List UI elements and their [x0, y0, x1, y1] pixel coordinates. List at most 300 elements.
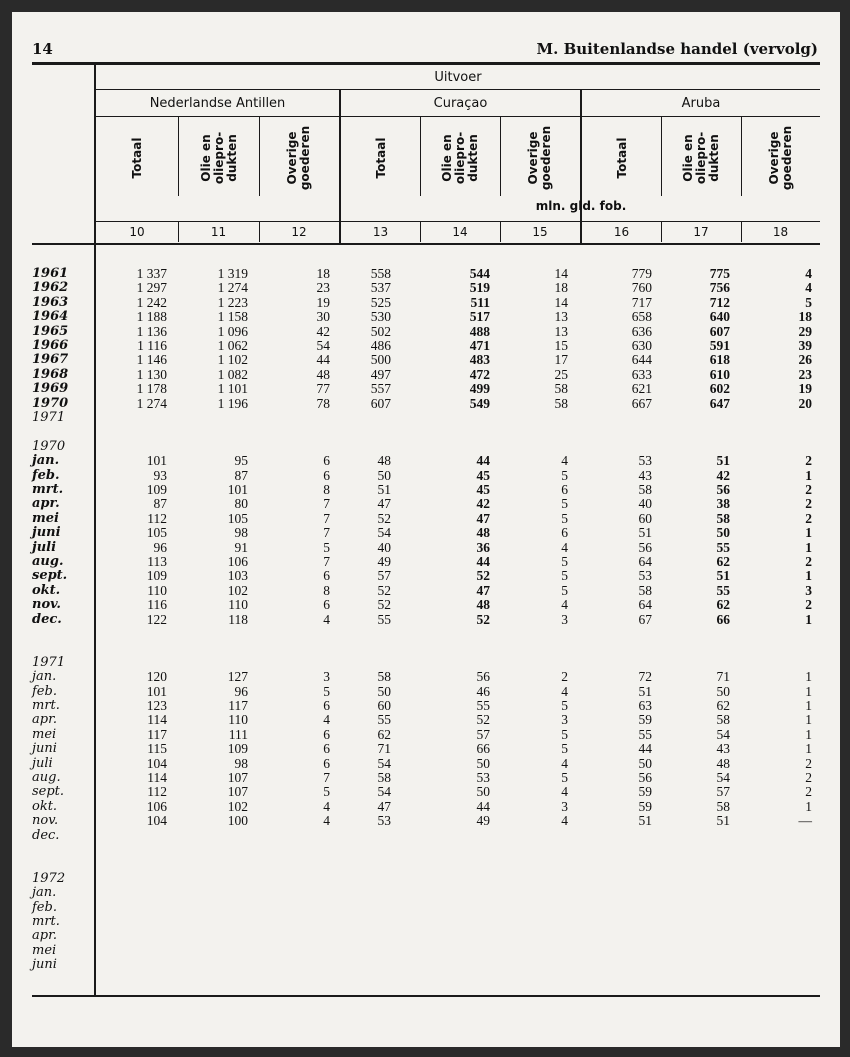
table-cell: 1 116 — [137, 338, 167, 353]
table-cell: 517 — [469, 309, 490, 325]
table-cell: 54 — [377, 784, 391, 800]
table-cell: 115 — [147, 741, 167, 757]
table-cell: 56 — [716, 482, 730, 497]
table-cell: 2 — [805, 597, 812, 613]
table-cell: 18 — [798, 309, 812, 325]
table-cell: 58 — [716, 510, 730, 526]
table-cell: 4 — [561, 539, 568, 555]
table-cell: 44 — [638, 741, 652, 757]
unit-label: mln. gld. fob. — [535, 199, 627, 213]
table-cell: 77 — [316, 381, 330, 397]
table-cell: 114 — [147, 770, 167, 785]
row-label: apr. — [32, 496, 60, 512]
col-divider — [500, 116, 501, 196]
table-cell: 756 — [709, 280, 730, 296]
row-label: juli — [32, 539, 57, 555]
top-rule — [32, 62, 820, 65]
table-cell: 36 — [476, 539, 490, 555]
table-cell: 8 — [323, 482, 330, 497]
table-cell: 4 — [561, 683, 568, 699]
table-cell: 113 — [147, 554, 167, 569]
table-cell: 6 — [323, 568, 330, 584]
table-cell: 647 — [709, 395, 730, 411]
table-cell: 47 — [377, 496, 391, 512]
table-cell: 1 146 — [136, 352, 167, 368]
table-cell: 62 — [716, 698, 730, 713]
table-cell: 1 188 — [136, 309, 167, 325]
header-bottom-rule — [32, 243, 820, 245]
table-cell: 717 — [631, 294, 652, 310]
table-cell: 7 — [323, 770, 330, 785]
table-cell: 42 — [476, 496, 490, 512]
table-cell: 43 — [716, 741, 730, 757]
table-cell: 775 — [709, 266, 730, 281]
row-label: 1964 — [32, 309, 69, 325]
table-cell: 45 — [476, 482, 490, 497]
table-cell: 64 — [638, 597, 652, 613]
table-cell: 114 — [147, 712, 167, 728]
column-number: 15 — [532, 225, 548, 239]
table-cell: 101 — [227, 482, 248, 497]
table-cell: 59 — [638, 712, 652, 728]
column-header-11: Olie en oliepro- dukten — [198, 131, 238, 185]
region-heading-nederlandse-antillen: Nederlandse Antillen — [149, 96, 286, 111]
table-cell: 112 — [147, 510, 167, 526]
table-cell: 502 — [370, 323, 391, 339]
col-divider — [420, 116, 421, 196]
table-cell: 2 — [805, 755, 812, 771]
table-cell: 66 — [476, 741, 490, 757]
table-cell: 52 — [377, 597, 391, 613]
table-cell: 6 — [323, 741, 330, 757]
table-cell: 3 — [561, 798, 568, 814]
table-cell: 472 — [469, 366, 490, 382]
uitvoer-rule — [96, 89, 820, 90]
table-cell: 488 — [469, 323, 490, 339]
row-label: nov. — [32, 813, 59, 829]
table-cell: 53 — [476, 770, 490, 785]
table-cell: 537 — [370, 280, 391, 296]
row-label: apr. — [32, 712, 57, 728]
table-cell: 110 — [228, 712, 248, 728]
table-cell: 5 — [561, 741, 568, 757]
table-cell: 19 — [316, 294, 330, 310]
table-cell: 471 — [469, 338, 490, 353]
table-cell: 40 — [638, 496, 652, 512]
table-cell: 5 — [561, 726, 568, 742]
table-cell: 51 — [716, 453, 730, 469]
table-cell: 55 — [638, 726, 652, 742]
table-cell: 63 — [638, 698, 652, 713]
table-cell: 42 — [716, 467, 730, 483]
row-label: 1970 — [32, 395, 69, 411]
column-number: 12 — [291, 225, 307, 239]
table-cell: 2 — [805, 453, 812, 469]
table-cell: 100 — [227, 813, 248, 829]
row-label: 1968 — [32, 366, 69, 382]
table-cell: 44 — [476, 554, 490, 569]
table-cell: 72 — [638, 669, 652, 685]
table-cell: 4 — [323, 712, 330, 728]
table-cell: 58 — [554, 381, 568, 397]
table-cell: 5 — [561, 582, 568, 598]
table-cell: 96 — [153, 539, 167, 555]
table-cell: 25 — [554, 366, 568, 382]
table-cell: 1 102 — [217, 352, 248, 368]
table-cell: 29 — [798, 323, 812, 339]
table-cell: 6 — [323, 453, 330, 469]
table-cell: 3 — [805, 582, 812, 598]
table-cell: 511 — [470, 294, 490, 310]
table-cell: 4 — [323, 798, 330, 814]
col-divider — [259, 116, 260, 196]
table-cell: 17 — [554, 352, 568, 368]
region-heading-aruba: Aruba — [681, 96, 721, 111]
row-label: juni — [32, 525, 61, 541]
table-cell: 52 — [377, 510, 391, 526]
table-cell: 59 — [638, 798, 652, 814]
table-cell: 602 — [709, 381, 730, 397]
table-cell: 47 — [476, 510, 490, 526]
table-cell: 109 — [146, 568, 167, 584]
table-cell: 96 — [234, 683, 248, 699]
column-header-15: Overige goederen — [526, 125, 553, 191]
table-cell: 2 — [805, 496, 812, 512]
table-cell: 62 — [377, 726, 391, 742]
table-cell: 618 — [709, 352, 730, 368]
table-cell: 50 — [716, 683, 730, 699]
table-cell: 52 — [377, 582, 391, 598]
table-cell: 62 — [716, 597, 730, 613]
table-cell: 4 — [805, 266, 812, 281]
table-cell: 7 — [323, 525, 330, 541]
table-cell: 78 — [316, 395, 330, 411]
row-label: juni — [32, 957, 57, 973]
table-cell: 51 — [638, 813, 652, 829]
row-label: mei — [32, 726, 57, 742]
table-cell: 127 — [227, 669, 248, 685]
table-cell: 47 — [476, 582, 490, 598]
table-cell: 4 — [561, 453, 568, 469]
column-header-16: Totaal — [614, 137, 628, 179]
column-number: 17 — [693, 225, 709, 239]
table-cell: 6 — [323, 698, 330, 713]
table-cell: 56 — [476, 669, 490, 685]
table-cell: 5 — [323, 539, 330, 555]
table-cell: 558 — [370, 266, 391, 281]
table-cell: 658 — [631, 309, 652, 325]
table-cell: 4 — [805, 280, 812, 296]
table-cell: 1 096 — [217, 323, 248, 339]
table-cell: 98 — [234, 755, 248, 771]
table-cell: 120 — [146, 669, 167, 685]
row-label: 1962 — [32, 280, 69, 296]
table-cell: 46 — [476, 683, 490, 699]
table-cell: 6 — [323, 755, 330, 771]
table-cell: 3 — [561, 611, 568, 627]
table-cell: 49 — [476, 813, 490, 829]
table-cell: 500 — [370, 352, 391, 368]
row-label: 1971 — [32, 654, 66, 670]
table-cell: 51 — [377, 482, 391, 497]
table-cell: 6 — [323, 597, 330, 613]
table-cell: 52 — [476, 611, 490, 627]
table-cell: 5 — [561, 770, 568, 785]
table-cell: 591 — [709, 338, 730, 353]
table-cell: 51 — [638, 525, 652, 541]
table-cell: 54 — [377, 755, 391, 771]
table-cell: 6 — [323, 467, 330, 483]
table-cell: 71 — [377, 741, 391, 757]
table-cell: 5 — [561, 510, 568, 526]
table-cell: 2 — [561, 669, 568, 685]
table-cell: 60 — [638, 510, 652, 526]
table-cell: 55 — [476, 698, 490, 713]
col-divider — [661, 116, 662, 196]
table-cell: 51 — [716, 568, 730, 584]
table-cell: 64 — [638, 554, 652, 569]
table-cell: 58 — [716, 798, 730, 814]
row-label: 1967 — [32, 352, 69, 368]
table-cell: 40 — [377, 539, 391, 555]
table-cell: 18 — [316, 266, 330, 281]
table-cell: 1 136 — [136, 323, 167, 339]
table-cell: 50 — [638, 755, 652, 771]
table-cell: 549 — [469, 395, 490, 411]
table-cell: 106 — [146, 798, 167, 814]
table-cell: 6 — [561, 525, 568, 541]
row-label: feb. — [32, 467, 60, 483]
table-cell: 118 — [228, 611, 248, 627]
table-cell: 1 242 — [136, 294, 167, 310]
table-cell: 7 — [323, 496, 330, 512]
table-cell: 636 — [631, 323, 652, 339]
table-cell: 530 — [370, 309, 391, 325]
table-cell: 66 — [716, 611, 730, 627]
table-cell: 71 — [716, 669, 730, 685]
table-cell: 1 — [805, 525, 812, 541]
table-cell: 14 — [554, 294, 568, 310]
row-label: 1966 — [32, 338, 69, 353]
row-label: mei — [32, 510, 59, 526]
table-cell: 1 178 — [136, 381, 167, 397]
table-cell: 640 — [709, 309, 730, 325]
table-cell: 1 297 — [136, 280, 167, 296]
table-cell: 486 — [370, 338, 391, 353]
table-cell: 15 — [554, 338, 568, 353]
table-cell: 2 — [805, 554, 812, 569]
table-cell: 53 — [638, 568, 652, 584]
table-cell: 1 274 — [217, 280, 248, 296]
table-cell: 20 — [798, 395, 812, 411]
table-cell: 607 — [709, 323, 730, 339]
table-cell: — — [798, 813, 812, 829]
table-cell: 50 — [377, 683, 391, 699]
row-label: 1971 — [32, 410, 66, 425]
column-header-12: Overige goederen — [285, 125, 312, 191]
table-cell: 1 — [805, 726, 812, 742]
uitvoer-heading: Uitvoer — [434, 70, 482, 85]
table-cell: 48 — [377, 453, 391, 469]
table-cell: 91 — [234, 539, 248, 555]
col-divider — [178, 116, 179, 196]
column-number: 16 — [613, 225, 630, 239]
table-cell: 30 — [316, 309, 330, 325]
table-cell: 54 — [716, 770, 730, 785]
table-cell: 55 — [377, 611, 391, 627]
table-cell: 5 — [323, 683, 330, 699]
table-cell: 53 — [638, 453, 652, 469]
table-cell: 57 — [476, 726, 490, 742]
table-cell: 644 — [631, 352, 652, 368]
table-cell: 4 — [561, 755, 568, 771]
table-cell: 106 — [227, 554, 248, 569]
table-cell: 712 — [709, 294, 730, 310]
table-cell: 607 — [370, 395, 391, 411]
table-cell: 1 196 — [217, 395, 248, 411]
table-cell: 1 130 — [136, 366, 167, 382]
table-cell: 2 — [805, 770, 812, 785]
table-cell: 105 — [227, 510, 248, 526]
table-cell: 13 — [554, 309, 568, 325]
table-cell: 610 — [709, 366, 730, 382]
table-cell: 60 — [377, 698, 391, 713]
table-cell: 4 — [561, 813, 568, 829]
row-label: nov. — [32, 597, 61, 613]
table-cell: 116 — [147, 597, 167, 613]
table-cell: 56 — [638, 770, 652, 785]
table-cell: 48 — [716, 755, 730, 771]
table-cell: 1 274 — [136, 395, 167, 411]
table-cell: 98 — [234, 525, 248, 541]
table-cell: 67 — [638, 611, 652, 627]
row-label: 1970 — [32, 438, 66, 454]
table-cell: 95 — [234, 453, 248, 469]
table-cell: 1 101 — [217, 381, 248, 397]
table-cell: 5 — [561, 467, 568, 483]
table-cell: 525 — [370, 294, 391, 310]
table-cell: 544 — [469, 266, 490, 281]
table-cell: 19 — [798, 381, 812, 397]
table-cell: 44 — [476, 798, 490, 814]
table-cell: 109 — [146, 482, 167, 497]
table-cell: 49 — [377, 554, 391, 569]
row-label: mei — [32, 942, 57, 958]
bottom-rule — [32, 995, 820, 997]
table-cell: 42 — [316, 323, 330, 339]
table-cell: 5 — [561, 496, 568, 512]
region-heading-curacao: Curaçao — [433, 96, 488, 111]
row-label: sept. — [32, 784, 65, 800]
table-cell: 102 — [227, 798, 248, 814]
table-cell: 44 — [476, 453, 490, 469]
table-cell: 104 — [146, 755, 167, 771]
table-cell: 8 — [323, 582, 330, 598]
table-cell: 633 — [631, 366, 652, 382]
table-cell: 1 — [805, 698, 812, 713]
row-label: jan. — [32, 453, 60, 469]
table-cell: 4 — [561, 597, 568, 613]
table-cell: 50 — [476, 784, 490, 800]
table-cell: 630 — [631, 338, 652, 353]
table-cell: 5 — [561, 554, 568, 569]
row-label: jan. — [32, 669, 57, 685]
table-cell: 6 — [561, 482, 568, 497]
table-cell: 6 — [323, 726, 330, 742]
table-cell: 779 — [631, 266, 652, 281]
table-cell: 123 — [146, 698, 167, 713]
table-cell: 101 — [146, 683, 167, 699]
table-cell: 5 — [805, 294, 812, 310]
table-cell: 1 — [805, 467, 812, 483]
table-cell: 122 — [146, 611, 167, 627]
table-cell: 557 — [370, 381, 391, 397]
column-number: 13 — [372, 225, 389, 239]
table-cell: 1 337 — [136, 266, 167, 281]
column-header-18: Overige goederen — [766, 125, 794, 191]
row-label: 1965 — [32, 323, 69, 339]
row-label: okt. — [32, 582, 61, 598]
table-cell: 117 — [147, 726, 167, 742]
table-cell: 45 — [476, 467, 490, 483]
table-cell: 104 — [146, 813, 167, 829]
row-label: sept. — [32, 568, 68, 584]
table-cell: 2 — [805, 482, 812, 497]
table-cell: 2 — [805, 784, 812, 800]
row-label: aug. — [32, 554, 64, 569]
table-cell: 87 — [153, 496, 167, 512]
table-cell: 51 — [638, 683, 652, 699]
table-cell: 1 — [805, 669, 812, 685]
row-label: 1972 — [32, 870, 66, 886]
table-cell: 54 — [377, 525, 391, 541]
table-cell: 5 — [561, 698, 568, 713]
col-divider — [741, 116, 742, 196]
row-label: feb. — [32, 899, 57, 915]
table-cell: 43 — [638, 467, 652, 483]
running-header: M. Buitenlandse handel (vervolg) — [536, 40, 818, 58]
row-label: dec. — [32, 611, 62, 627]
column-number: 11 — [210, 225, 227, 239]
unit-rule — [96, 221, 820, 222]
table-cell: 1 158 — [217, 309, 248, 325]
table-cell: 1 — [805, 712, 812, 728]
table-cell: 110 — [228, 597, 248, 613]
column-header-17: Olie en oliepro- dukten — [680, 131, 721, 185]
table-cell: 102 — [227, 582, 248, 598]
table-cell: 53 — [377, 813, 391, 829]
table-cell: 50 — [377, 467, 391, 483]
table-cell: 112 — [147, 784, 167, 800]
column-number: 10 — [129, 225, 145, 239]
table-cell: 110 — [147, 582, 167, 598]
row-label: apr. — [32, 928, 57, 944]
table-cell: 58 — [716, 712, 730, 728]
table-cell: 5 — [561, 568, 568, 584]
table-cell: 58 — [377, 770, 391, 785]
table-cell: 39 — [798, 338, 812, 353]
table-cell: 58 — [554, 395, 568, 411]
table-cell: 111 — [228, 726, 248, 742]
table-cell: 14 — [554, 266, 568, 281]
table-cell: 101 — [146, 453, 167, 469]
table-cell: 57 — [377, 568, 391, 584]
table-cell: 519 — [469, 280, 490, 296]
table-cell: 58 — [377, 669, 391, 685]
row-label: juli — [32, 755, 53, 771]
document-page — [12, 12, 840, 1047]
table-cell: 56 — [638, 539, 652, 555]
